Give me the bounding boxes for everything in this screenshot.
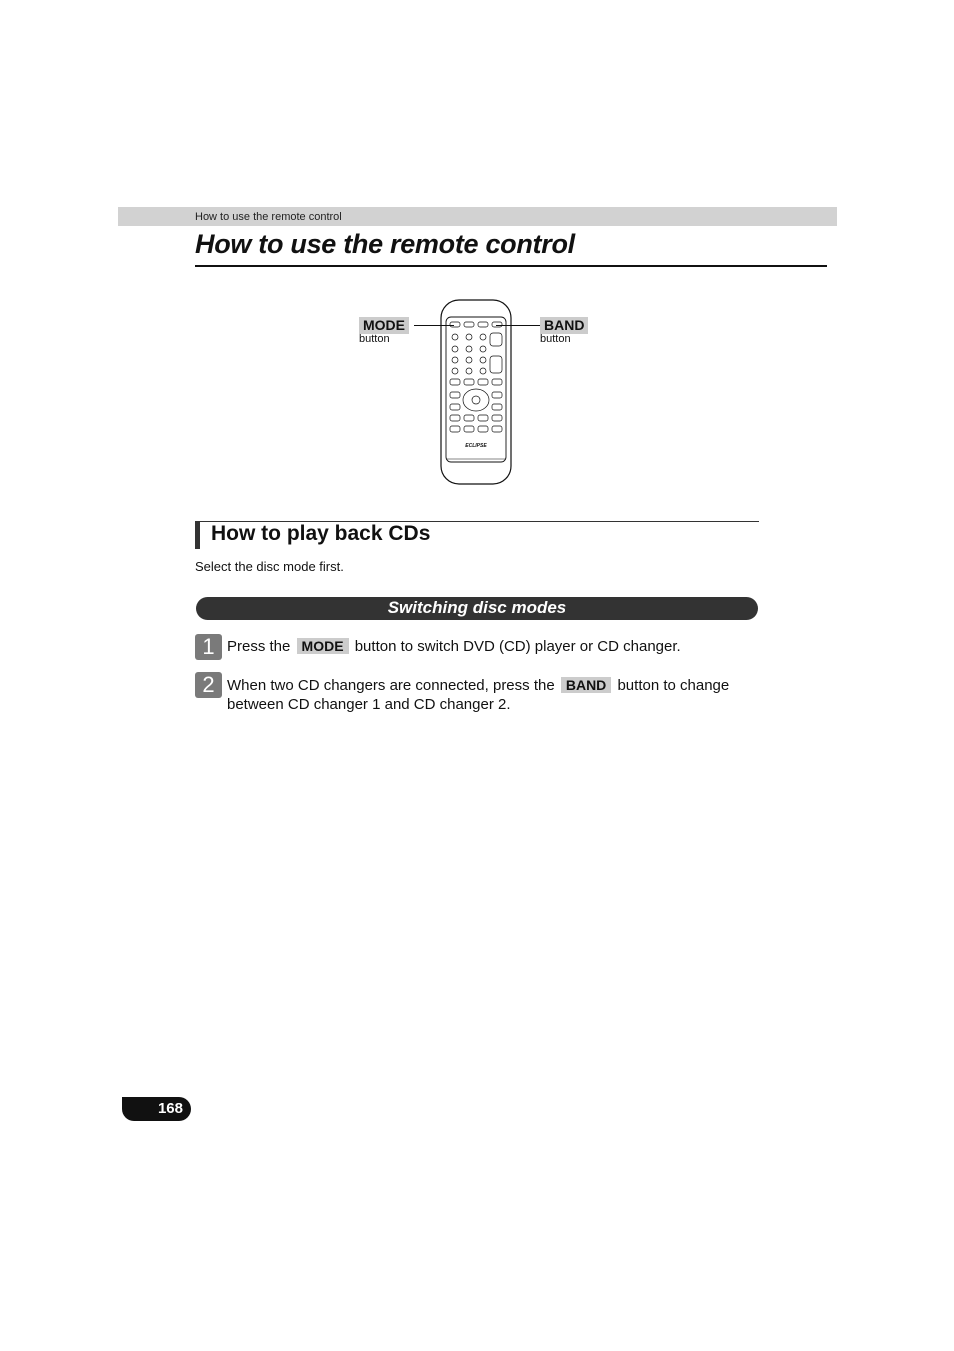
step-2-badge: 2 xyxy=(195,672,222,698)
title-underline xyxy=(195,265,827,267)
step-2-text xyxy=(227,676,767,714)
band-key-label: BAND xyxy=(540,317,588,334)
section-title: How to play back CDs xyxy=(211,522,431,545)
band-callout-line xyxy=(496,325,540,326)
step-1-text-after: button to switch DVD (CD) player or CD changer. xyxy=(354,638,681,655)
mode-callout-line xyxy=(414,325,454,326)
section-marker xyxy=(195,522,200,549)
remote-brand-logo: ECLIPSE xyxy=(465,443,487,449)
band-key-caption: button xyxy=(540,333,571,345)
step-1-key-mode: MODE xyxy=(297,638,349,654)
subheading-bar xyxy=(196,597,758,620)
mode-key-caption: button xyxy=(359,333,390,345)
section-intro: Select the disc mode first. xyxy=(195,559,344,574)
page-number-tab xyxy=(122,1097,191,1121)
step-2-text-after: button to change between CD changer 1 and CD changer 2. xyxy=(227,677,730,713)
page-title: How to use the remote control xyxy=(195,229,575,259)
subheading-text: Switching disc modes xyxy=(387,598,567,617)
step-1-text-before: Press the xyxy=(227,638,291,655)
mode-key-label: MODE xyxy=(359,317,409,334)
remote-control-illustration xyxy=(440,299,514,487)
step-2-text-before: When two CD changers are connected, press the xyxy=(227,677,555,694)
step-2-key-band: BAND xyxy=(561,677,611,693)
running-header: How to use the remote control xyxy=(195,211,342,223)
page-number: 168 xyxy=(157,1100,183,1117)
step-1-badge: 1 xyxy=(195,634,222,660)
step-1-text xyxy=(227,637,767,656)
